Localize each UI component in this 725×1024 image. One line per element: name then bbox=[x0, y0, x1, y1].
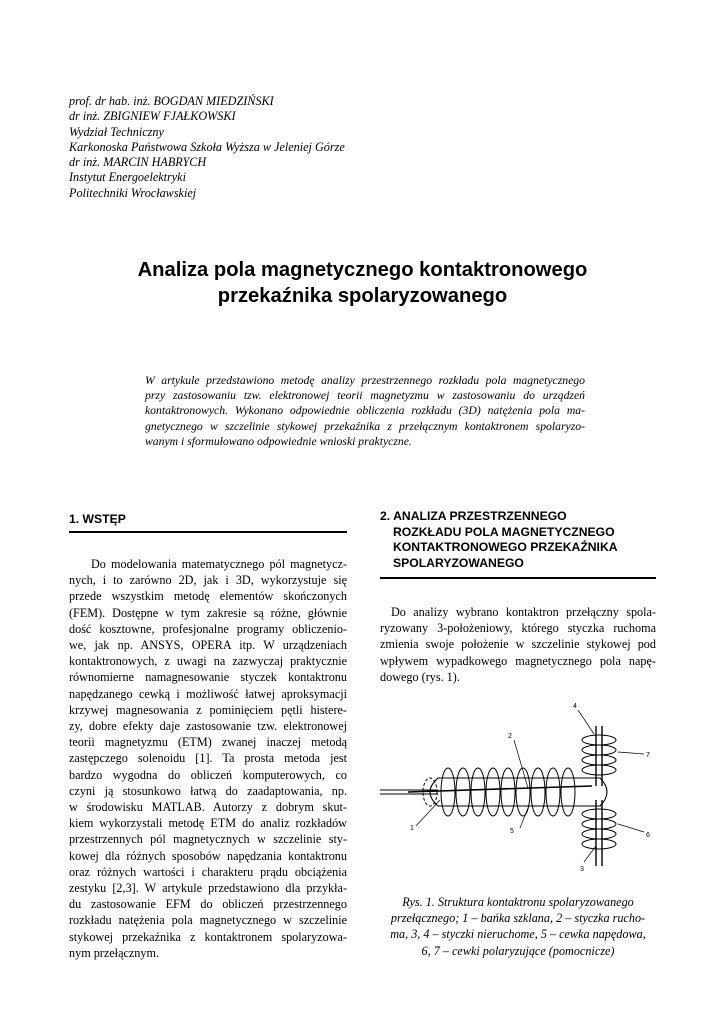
figure-label-2: 2 bbox=[508, 733, 512, 740]
body-line: dowego (rys. 1). bbox=[380, 669, 460, 684]
section-1-rule bbox=[69, 531, 347, 533]
paper-title bbox=[60, 257, 665, 309]
body-line: przestrzennych pól magnetycznych w szczelinie sty- bbox=[69, 832, 347, 847]
body-line: nym przełącznym. bbox=[69, 945, 160, 960]
caption-line: ma, 3, 4 – styczki nieruchome, 5 – cewka napędowa, bbox=[390, 927, 646, 942]
body-line: krzywej magnesowania z pominięciem pętli histere- bbox=[69, 702, 347, 717]
body-line: kowej dla różnych sposobów napędzania kontaktronu bbox=[69, 848, 347, 863]
drive-coil bbox=[441, 768, 575, 816]
author-line: Instytut Energoelektryki bbox=[69, 170, 186, 185]
section-2-body bbox=[380, 604, 656, 685]
leader-5 bbox=[520, 808, 528, 828]
polarizing-coil-7 bbox=[582, 735, 616, 775]
body-line: bardzo wygodna do obliczeń komputerowych, co bbox=[69, 767, 347, 782]
leader-6 bbox=[618, 824, 644, 832]
body-line: ryzowany 3-położeniowy, którego styczka ruchoma bbox=[380, 621, 656, 636]
section-2-rule bbox=[380, 577, 656, 579]
figure-label-4: 4 bbox=[573, 703, 577, 710]
body-line: wpływem wypadkowego magnetycznego pola napę- bbox=[380, 653, 656, 668]
caption-line: przełącznego; 1 – bańka szklana, 2 – styczka rucho- bbox=[390, 911, 646, 926]
leader-7 bbox=[618, 752, 644, 754]
figure-label-7: 7 bbox=[646, 752, 650, 759]
body-line: przede wszystkim metodę elementów skończonych bbox=[69, 589, 347, 604]
heading-line: SPOLARYZOWANEGO bbox=[393, 555, 524, 570]
figure-label-6: 6 bbox=[646, 832, 650, 839]
body-line: rozkładu natężenia pola magnetycznego w szczelinie bbox=[69, 913, 347, 928]
leader-4 bbox=[578, 710, 594, 734]
author-line: prof. dr hab. inż. BOGDAN MIEDZIŃSKI bbox=[69, 94, 274, 108]
body-line: czyni ją stosunkowo łatwą do zaadaptowania, np. bbox=[69, 783, 347, 798]
figure-label-5: 5 bbox=[510, 828, 514, 835]
body-line: Do modelowania matematycznego pól magnetycz- bbox=[91, 557, 347, 571]
reed-relay-figure bbox=[378, 696, 660, 876]
body-line: teorii magnetyzmu (ETM) zwanej inaczej metodą bbox=[69, 735, 347, 750]
author-line: dr inż. MARCIN HABRYCH bbox=[69, 155, 207, 170]
abstract-line: gnetycznego w szczelinie stykowej przekaźnika z przełącznym kontaktronem spolaryzo- bbox=[145, 419, 585, 433]
body-line: oraz różnych wartości i charakteru prądu obciążenia bbox=[69, 864, 347, 879]
body-line: kontaktronowych, z uwagi na zazwyczaj praktycznie bbox=[69, 654, 347, 669]
body-line: kiem wykorzystali metodę ETM do analiz rozkładów bbox=[69, 816, 347, 831]
body-line: (FEM). Dostępne w tym zakresie są różne, głównie bbox=[69, 605, 347, 620]
heading-line: KONTAKTRONOWEGO PRZEKAŹNIKA bbox=[393, 540, 618, 555]
leader-2 bbox=[514, 740, 528, 788]
body-line: stykowej przekaźnika z kontaktronem spolaryzowa- bbox=[69, 929, 347, 944]
body-line: napędzanego cewką i możliwość łatwej aproksymacji bbox=[69, 686, 347, 701]
body-line: dość kosztowne, profesjonalne programy obliczenio- bbox=[69, 621, 347, 636]
caption-line: 6, 7 – cewki polaryzujące (pomocnicze) bbox=[421, 943, 615, 958]
caption-line: Rys. 1. Struktura kontaktronu spolaryzowanego bbox=[402, 895, 634, 909]
body-line: zmienia swoje położenie w szczelinie stykowej pod bbox=[380, 637, 656, 652]
title-line: przekaźnika spolaryzowanego bbox=[217, 285, 508, 307]
author-line: dr inż. ZBIGNIEW FJAŁKOWSKI bbox=[69, 109, 236, 124]
leader-1 bbox=[416, 800, 440, 826]
body-line: Do analizy wybrano kontaktron przełączny spola- bbox=[391, 605, 656, 619]
polarizing-coil-6 bbox=[582, 809, 616, 849]
abstract bbox=[145, 373, 585, 449]
author-block bbox=[69, 94, 489, 201]
abstract-line: kontaktronowych. Wykonano odpowiednie obliczenia rozkładu (3D) natężenia pola ma- bbox=[145, 404, 585, 418]
heading-line: ROZKŁADU POLA MAGNETYCZNEGO bbox=[393, 524, 615, 539]
author-line: Wydział Techniczny bbox=[69, 124, 164, 139]
abstract-line: W artykule przedstawiono metodę analizy przestrzennego rozkładu pola magnetycznego bbox=[145, 374, 585, 387]
body-line: nych, i to zarówno 2D, jak i 3D, wykorzystuje się bbox=[69, 573, 347, 588]
figure-caption bbox=[380, 894, 656, 959]
author-line: Politechniki Wrocławskiej bbox=[69, 185, 197, 200]
author-line: Karkonoska Państwowa Szkoła Wyższa w Jeleniej Górze bbox=[69, 139, 345, 154]
abstract-line: wanym i sformułowano odpowiednie wnioski praktyczne. bbox=[145, 434, 412, 448]
body-line: w środowisku MATLAB. Autorzy z dobrym skut- bbox=[69, 800, 347, 815]
body-line: równomierne namagnesowanie styczek kontaktronu bbox=[69, 670, 347, 685]
figure-label-1: 1 bbox=[410, 825, 414, 832]
body-line: du zastosowanie EFM do obliczeń przestrzennego bbox=[69, 897, 347, 912]
abstract-line: przy zastosowaniu tzw. elektronowej teorii magnetyzmu w zastosowaniu do urządzeń bbox=[145, 389, 585, 403]
body-line: zastępczego solenoidu [1]. Ta prosta metoda jest bbox=[69, 751, 347, 766]
body-line: zestyku [2,3]. W artykule przedstawiono dla przykła- bbox=[69, 881, 347, 896]
body-line: we, jak np. ANSYS, OPERA itp. W urządzeniach bbox=[69, 638, 347, 653]
section-1-body bbox=[69, 556, 347, 961]
figure-label-3: 3 bbox=[580, 866, 584, 873]
section-2-heading bbox=[380, 509, 656, 571]
title-line: Analiza pola magnetycznego kontaktronowego bbox=[137, 259, 588, 281]
body-line: zy, dobre efekty daje zastosowanie tzw. elektronowej bbox=[69, 719, 347, 734]
heading-line: 2. ANALIZA PRZESTRZENNEGO bbox=[380, 509, 567, 523]
section-1-heading: 1. WSTĘP bbox=[69, 512, 126, 526]
